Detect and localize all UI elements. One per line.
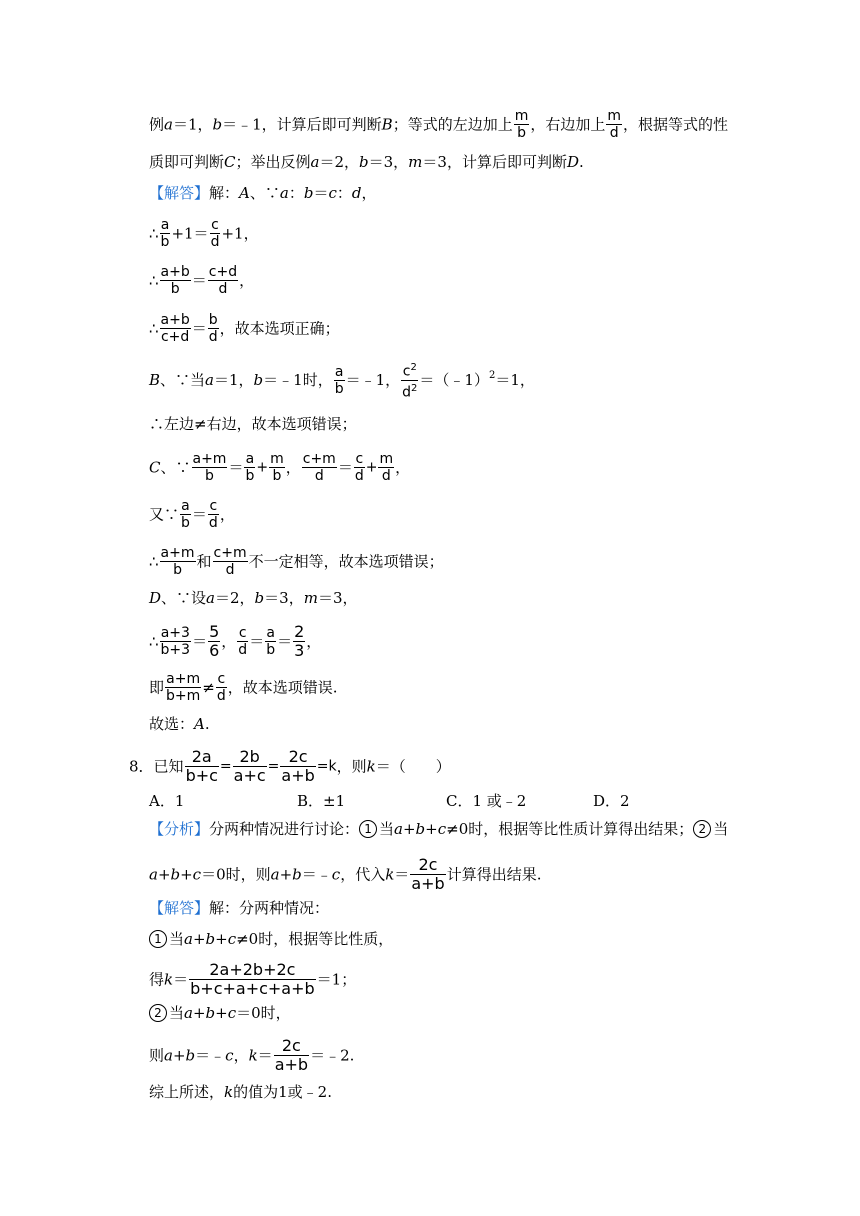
denominator: b+c bbox=[185, 766, 218, 785]
numerator: a+m bbox=[192, 451, 227, 467]
numerator: a+b bbox=[160, 264, 190, 280]
denominator: b+3 bbox=[160, 642, 191, 658]
denominator: b bbox=[173, 562, 182, 578]
fraction bbox=[293, 623, 305, 660]
var: C bbox=[224, 153, 236, 171]
numerator: a+m bbox=[166, 671, 201, 687]
var: c bbox=[328, 184, 337, 202]
text: 例 bbox=[149, 115, 165, 134]
denominator: d bbox=[609, 125, 619, 141]
equation-line bbox=[149, 217, 259, 250]
var: a bbox=[279, 184, 289, 202]
var: k bbox=[224, 1083, 234, 1101]
text: ；等式的左边加上 bbox=[392, 115, 513, 134]
text: ＝2， bbox=[215, 589, 255, 607]
denominator: a+c bbox=[233, 766, 266, 785]
var: B bbox=[149, 371, 161, 390]
text: ＝ bbox=[257, 1046, 273, 1065]
option-text: A．1 bbox=[149, 792, 185, 810]
text: ＝0时，则 bbox=[201, 865, 271, 884]
numerator: m bbox=[270, 451, 284, 467]
option-b bbox=[297, 790, 345, 811]
numerator: c+m bbox=[213, 545, 247, 561]
solution-q8-line-2 bbox=[149, 928, 393, 949]
fraction bbox=[192, 451, 228, 484]
fraction bbox=[265, 625, 276, 658]
text: 即 bbox=[149, 678, 165, 697]
var: b bbox=[303, 184, 314, 202]
solution-q8-line-6 bbox=[149, 1081, 332, 1102]
text: 的值为1或﹣2. bbox=[233, 1083, 332, 1101]
denominator: d bbox=[208, 329, 218, 345]
text: ＝﹣1，计算后即可判断 bbox=[222, 115, 382, 134]
denominator: b bbox=[170, 281, 180, 297]
fraction bbox=[210, 217, 221, 250]
text: ＝1； bbox=[316, 970, 357, 989]
text: ，则 bbox=[336, 757, 367, 776]
denominator: b bbox=[272, 468, 282, 484]
text: ＝ bbox=[192, 632, 208, 651]
text: ，右边加上 bbox=[530, 115, 606, 134]
equation-line bbox=[149, 264, 254, 297]
text: 质即可判断 bbox=[149, 153, 225, 171]
text: ： bbox=[336, 184, 352, 202]
var: a bbox=[310, 153, 320, 171]
equation-line bbox=[149, 312, 340, 345]
analysis-line-2 bbox=[149, 151, 584, 172]
fraction bbox=[160, 217, 171, 250]
base: c bbox=[402, 363, 411, 380]
var: c bbox=[225, 1046, 234, 1065]
solution-line-d bbox=[149, 587, 357, 608]
text: 和 bbox=[196, 552, 212, 571]
numerator: b bbox=[208, 312, 218, 328]
denominator: b bbox=[334, 380, 344, 397]
numerator: 2c bbox=[280, 748, 315, 767]
text: 故选： bbox=[149, 715, 195, 733]
text: ＝ bbox=[394, 865, 410, 884]
denominator: a+b bbox=[281, 766, 315, 785]
denominator: b bbox=[160, 234, 170, 250]
text: 当 bbox=[713, 820, 729, 838]
text: ， bbox=[361, 184, 377, 202]
fraction bbox=[208, 264, 238, 297]
text: ≠ bbox=[202, 678, 215, 697]
solution-q8-line-1 bbox=[149, 897, 329, 918]
text: ， bbox=[221, 632, 237, 651]
denominator: d bbox=[225, 562, 235, 578]
numerator: 2c bbox=[410, 856, 445, 875]
text: ≠0时，根据等比性质计算得出结果； bbox=[446, 820, 694, 838]
denominator: d bbox=[314, 468, 324, 484]
var: d bbox=[351, 184, 362, 202]
fraction bbox=[378, 451, 394, 484]
text: ＝1， bbox=[214, 371, 254, 390]
numerator: 5 bbox=[209, 622, 220, 641]
var: D bbox=[149, 589, 162, 607]
text: ＝ bbox=[228, 458, 244, 477]
fraction bbox=[244, 451, 255, 484]
denominator: 3 bbox=[294, 641, 305, 660]
denominator bbox=[401, 381, 418, 401]
text: ＝ bbox=[173, 970, 189, 989]
analysis-line-1 bbox=[149, 108, 728, 141]
fraction bbox=[274, 1037, 309, 1074]
question-8 bbox=[129, 748, 451, 785]
numerator: a+b bbox=[160, 312, 190, 328]
text: ＝3，计算后即可判断 bbox=[422, 153, 567, 171]
denominator: d bbox=[216, 688, 226, 704]
text: ，故本选项错误. bbox=[227, 678, 338, 697]
text: ， bbox=[219, 505, 235, 524]
solution-q8-line-5 bbox=[149, 1037, 354, 1074]
numerator: c+d bbox=[208, 264, 238, 280]
text: ＝3， bbox=[368, 153, 409, 171]
numerator: c bbox=[211, 217, 219, 233]
var: D bbox=[566, 153, 579, 171]
therefore-symbol: ∴ bbox=[149, 224, 159, 243]
numerator: 2a bbox=[185, 748, 219, 767]
fraction bbox=[237, 625, 248, 658]
denominator: b bbox=[181, 515, 190, 531]
analysis-q8-line-1 bbox=[149, 818, 728, 839]
answer-line bbox=[149, 713, 210, 734]
solution-line-a bbox=[149, 182, 377, 203]
var: a+b bbox=[270, 865, 302, 884]
numerator: a bbox=[181, 498, 190, 514]
numerator: a bbox=[334, 363, 344, 380]
text: ，故本选项正确； bbox=[219, 319, 340, 338]
denominator: a+b bbox=[274, 1055, 309, 1074]
var: k bbox=[385, 865, 395, 884]
text: ＝3， bbox=[317, 589, 358, 607]
numerator: a bbox=[266, 625, 275, 641]
text: ， bbox=[233, 1046, 249, 1065]
denominator: b bbox=[245, 468, 255, 484]
text: ＝﹣ bbox=[195, 1046, 226, 1065]
var: a+b+c bbox=[184, 930, 237, 948]
text: ＝ bbox=[277, 632, 293, 651]
denominator: d bbox=[208, 515, 218, 531]
text: ， bbox=[239, 271, 255, 290]
solution-q8-line-3 bbox=[149, 961, 356, 998]
text: 解：分两种情况： bbox=[209, 899, 330, 917]
text: ＝（﹣1） bbox=[419, 371, 489, 390]
option-text: C．1 或﹣2 bbox=[446, 792, 527, 810]
var: c bbox=[331, 865, 341, 884]
text: ；举出反例 bbox=[235, 153, 311, 171]
denominator: 6 bbox=[209, 641, 220, 660]
text: ， bbox=[306, 632, 322, 651]
exponent: 2 bbox=[488, 370, 496, 382]
solution-line-c bbox=[149, 451, 410, 484]
text: ＝ bbox=[191, 271, 207, 290]
exponent: 2 bbox=[411, 382, 418, 394]
analysis-q8-line-2 bbox=[149, 856, 541, 893]
denominator: b+c+a+c+a+b bbox=[190, 979, 315, 998]
denominator: c+d bbox=[160, 329, 190, 345]
text: 综上所述， bbox=[149, 1083, 225, 1101]
denominator: b bbox=[205, 468, 214, 484]
question-number: 8． bbox=[129, 757, 154, 776]
text: =k bbox=[316, 758, 337, 775]
numerator: a bbox=[160, 217, 170, 233]
equation-line bbox=[149, 671, 338, 704]
denominator: a+b bbox=[411, 874, 445, 893]
var: A bbox=[239, 184, 250, 202]
text: ＝ bbox=[191, 319, 207, 338]
fraction bbox=[160, 312, 191, 345]
numerator: c bbox=[355, 451, 364, 467]
var: a+b+c bbox=[394, 820, 447, 838]
text: 、∵ bbox=[249, 184, 280, 202]
fraction bbox=[233, 748, 267, 785]
therefore-symbol: ∴ bbox=[149, 632, 159, 651]
var: a+b+c bbox=[184, 1004, 237, 1022]
var: b bbox=[212, 115, 223, 134]
fraction bbox=[334, 364, 345, 397]
text: ＝﹣1时， bbox=[263, 371, 333, 390]
var: a bbox=[205, 371, 214, 390]
text: 、∵当 bbox=[160, 371, 206, 390]
var: a bbox=[206, 589, 215, 607]
text: +1＝ bbox=[171, 224, 209, 243]
solution-tag: 【解答】 bbox=[149, 899, 210, 917]
denominator: b+m bbox=[166, 688, 201, 704]
equation-line bbox=[149, 545, 444, 578]
fraction-squared bbox=[401, 360, 418, 400]
numerator bbox=[401, 360, 418, 381]
text: ∴左边≠右边，故本选项错误； bbox=[149, 415, 357, 433]
solution-q8-line-4 bbox=[149, 1002, 291, 1023]
denominator: b bbox=[517, 125, 526, 141]
text: 解： bbox=[209, 184, 240, 202]
text: ： bbox=[288, 184, 304, 202]
text: ＝1， bbox=[172, 115, 213, 134]
option-c bbox=[446, 790, 526, 811]
numerator: a+m bbox=[160, 545, 195, 561]
fraction bbox=[208, 498, 219, 531]
circled-number: 2 bbox=[693, 820, 711, 838]
fraction bbox=[160, 625, 192, 658]
option-d bbox=[593, 790, 630, 811]
numerator: 2a+2b+2c bbox=[189, 961, 316, 980]
numerator: c bbox=[217, 671, 226, 687]
text: ＝1， bbox=[495, 371, 535, 390]
denominator: b bbox=[266, 642, 276, 658]
text: ＝2， bbox=[319, 153, 360, 171]
numerator: 2 bbox=[294, 622, 305, 641]
text: 、∵ bbox=[160, 458, 191, 477]
text: 当 bbox=[169, 930, 185, 948]
var: C bbox=[149, 458, 161, 477]
option-a bbox=[149, 790, 184, 811]
text-line bbox=[149, 413, 357, 434]
analysis-tag: 【分析】 bbox=[149, 820, 210, 838]
text: ＝﹣1， bbox=[345, 371, 401, 390]
text: . bbox=[578, 153, 584, 171]
text: 得 bbox=[149, 970, 165, 989]
var: a+b+c bbox=[149, 865, 202, 884]
numerator: a+3 bbox=[160, 625, 190, 641]
fraction bbox=[213, 545, 248, 578]
fraction bbox=[354, 451, 365, 484]
solution-tag: 【解答】 bbox=[149, 184, 210, 202]
base: d bbox=[402, 384, 412, 401]
var: a bbox=[164, 115, 173, 134]
text: ＝（ ） bbox=[375, 757, 451, 776]
text: 当 bbox=[379, 820, 395, 838]
var: b bbox=[254, 589, 265, 607]
var: b bbox=[253, 371, 264, 390]
var: a+b bbox=[164, 1046, 196, 1065]
text: ≠0时，根据等比性质， bbox=[236, 930, 394, 948]
text: 计算得出结果. bbox=[446, 865, 542, 884]
denominator: d bbox=[354, 468, 364, 484]
text: . bbox=[204, 715, 210, 733]
text: 则 bbox=[149, 1046, 165, 1065]
text: 又∵ bbox=[149, 505, 180, 524]
text: 当 bbox=[169, 1004, 185, 1022]
text: + bbox=[256, 459, 269, 476]
equation-line bbox=[149, 498, 235, 531]
therefore-symbol: ∴ bbox=[149, 319, 159, 338]
exponent: 2 bbox=[410, 362, 417, 373]
text: = bbox=[219, 758, 232, 775]
text: ＝﹣ bbox=[301, 865, 332, 884]
fraction bbox=[160, 264, 191, 297]
text: ＝﹣2. bbox=[310, 1046, 355, 1065]
therefore-symbol: ∴ bbox=[149, 552, 159, 571]
var: k bbox=[248, 1046, 258, 1065]
var: k bbox=[164, 970, 174, 989]
text: ＝ bbox=[249, 632, 265, 651]
fraction bbox=[208, 623, 220, 660]
therefore-symbol: ∴ bbox=[149, 271, 159, 290]
text: ＝ bbox=[337, 458, 353, 477]
circled-number: 1 bbox=[149, 930, 167, 948]
fraction bbox=[269, 451, 285, 484]
numerator: 2c bbox=[274, 1037, 309, 1056]
text: 不一定相等，故本选项错误； bbox=[248, 552, 444, 571]
option-text: D．2 bbox=[593, 792, 630, 810]
numerator: c bbox=[238, 625, 247, 641]
fraction bbox=[302, 451, 337, 484]
var: m bbox=[303, 589, 318, 607]
var: b bbox=[359, 153, 369, 171]
numerator: m bbox=[514, 108, 529, 124]
numerator: 2b bbox=[233, 748, 267, 767]
fraction bbox=[180, 498, 191, 531]
text: ， bbox=[285, 458, 301, 477]
text: 分两种情况进行讨论： bbox=[209, 820, 360, 838]
circled-number: 1 bbox=[359, 820, 377, 838]
option-text: B．±1 bbox=[297, 792, 346, 810]
var: B bbox=[381, 115, 393, 134]
text: + bbox=[365, 459, 378, 476]
fraction bbox=[208, 312, 219, 345]
var: k bbox=[366, 757, 376, 776]
text: ＝ bbox=[191, 505, 207, 524]
numerator: m bbox=[379, 451, 394, 467]
numerator: m bbox=[607, 108, 622, 124]
text: 、∵设 bbox=[161, 589, 207, 607]
denominator: d bbox=[210, 234, 220, 250]
fraction bbox=[189, 961, 316, 998]
text: ， bbox=[395, 458, 411, 477]
text: +1， bbox=[221, 224, 259, 243]
text: ＝0时， bbox=[236, 1004, 291, 1022]
text: ＝3， bbox=[264, 589, 304, 607]
denominator: d bbox=[238, 642, 248, 658]
solution-line-b bbox=[149, 360, 535, 400]
text: 已知 bbox=[153, 757, 184, 776]
equation-line bbox=[149, 623, 321, 660]
fraction bbox=[280, 748, 315, 785]
numerator: c bbox=[209, 498, 218, 514]
text: ＝ bbox=[313, 184, 329, 202]
denominator: d bbox=[218, 281, 228, 297]
numerator: c+m bbox=[302, 451, 336, 467]
fraction bbox=[165, 671, 201, 704]
var: A bbox=[194, 715, 205, 733]
fraction bbox=[410, 856, 445, 893]
fraction-m-over-d bbox=[606, 108, 622, 141]
fraction-m-over-b bbox=[514, 108, 530, 141]
fraction bbox=[160, 545, 196, 578]
text: ，代入 bbox=[340, 865, 386, 884]
var: m bbox=[408, 153, 423, 171]
denominator: d bbox=[381, 468, 391, 484]
numerator: a bbox=[245, 451, 255, 467]
circled-number: 2 bbox=[149, 1004, 167, 1022]
text: ，根据等式的性 bbox=[623, 115, 729, 134]
fraction bbox=[185, 748, 219, 785]
fraction bbox=[216, 671, 227, 704]
text: = bbox=[267, 758, 280, 775]
